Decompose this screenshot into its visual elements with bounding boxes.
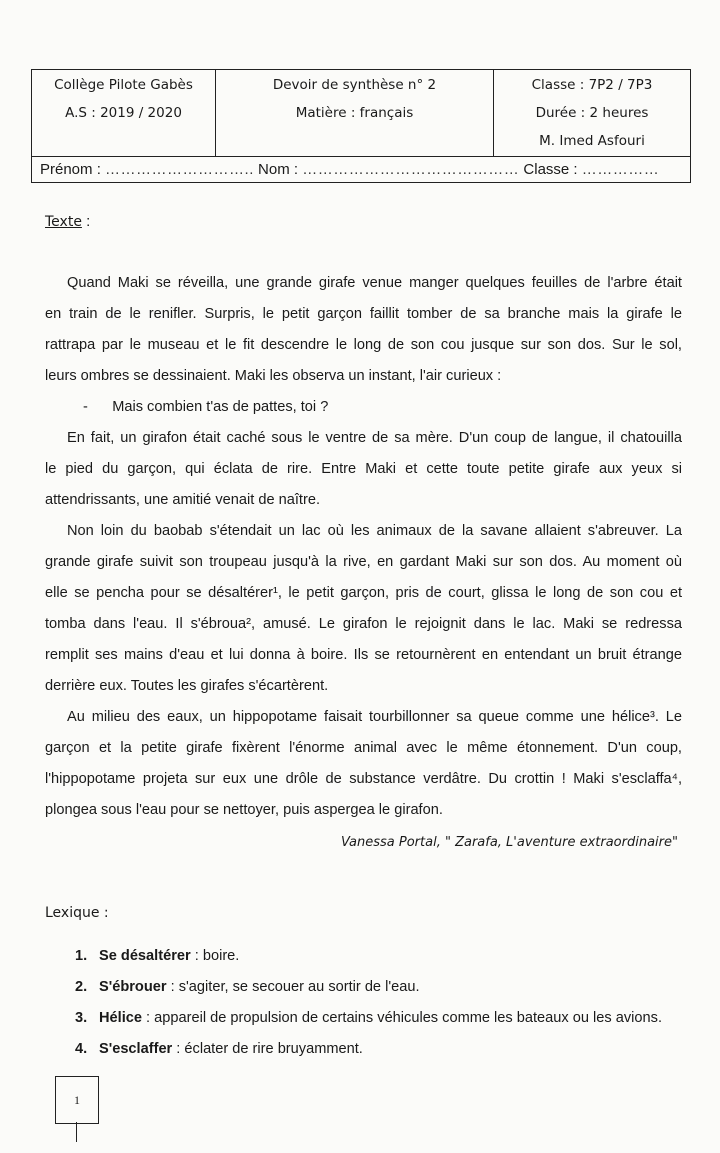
text-line: elle se pencha pour se désaltérer¹, le petit garçon, pris de court, glissa le long de son cou et xyxy=(45,585,682,601)
text-line: l'hippopotame projeta sur eux une drôle de substance verdâtre. Du crottin ! Maki s'esclaffa⁴, xyxy=(45,771,682,787)
lexique-definition: : éclater de rire bruyamment. xyxy=(172,1041,363,1057)
text-line: - Mais combien t'as de pattes, toi ? xyxy=(83,399,329,415)
header-table xyxy=(31,69,691,183)
subject: Matière : français xyxy=(295,105,414,121)
text-line: tomba dans l'eau. Il s'ébroua², amusé. Le girafon le rejoignit dans le lac. Maki se redressa xyxy=(45,616,682,632)
source-citation: Vanessa Portal, " Zarafa, L'aventure extraordinaire" xyxy=(340,835,678,850)
text-line: plongea sous l'eau pour se nettoyer, puis aspergea le girafon. xyxy=(45,802,443,818)
texte-colon: : xyxy=(81,213,91,230)
texte-heading xyxy=(45,213,90,230)
lexique-definition: : s'agiter, se secouer au sortir de l'eau. xyxy=(166,979,420,995)
text-line: le pied du garçon, qui éclata de rire. Entre Maki et cette toute petite girafe aux yeux si xyxy=(45,461,682,477)
lexique-number: 4. xyxy=(75,1041,88,1057)
lexique-definition: : boire. xyxy=(190,948,240,964)
nom-label: Nom : xyxy=(258,161,299,178)
page-number: 1 xyxy=(55,1076,99,1124)
texte-title: Texte xyxy=(45,214,82,230)
lexique-list xyxy=(75,948,662,1072)
text-line: leurs ombres se dessinaient. Maki les observa un instant, l'air curieux : xyxy=(45,368,502,384)
text-line: rattrapa par le museau et le fit descendre le long de son cou jusque sur son dos. Sur le sol, xyxy=(45,337,682,353)
exam-cell xyxy=(216,70,494,156)
text-line: derrière eux. Toutes les girafes s'écartèrent. xyxy=(45,678,329,694)
teacher: M. Imed Asfouri xyxy=(539,133,645,149)
lexique-number: 1. xyxy=(75,948,88,964)
lexique-number: 2. xyxy=(75,979,88,995)
lexique-term: S'ébrouer xyxy=(99,979,167,995)
text-line: Au milieu des eaux, un hippopotame faisait tourbillonner sa queue comme une hélice³. Le xyxy=(67,709,682,725)
lexique-term: Se désaltérer xyxy=(99,948,191,964)
lexique-term: S'esclaffer xyxy=(99,1041,173,1057)
text-line: garçon et la petite girafe fixèrent l'énorme animal avec le même étonnement. D'un coup, xyxy=(45,740,682,756)
page-number-stem xyxy=(76,1122,77,1142)
prenom-field[interactable]: ……………………….. xyxy=(105,161,254,178)
lexique-heading: Lexique : xyxy=(45,905,109,921)
text-line: attendrissants, une amitié venait de naître. xyxy=(45,492,321,508)
text-line: Non loin du baobab s'étendait un lac où les animaux de la savane allaient s'abreuver. La xyxy=(67,523,682,539)
text-line: grande girafe suivit son troupeau jusqu'à la rive, en gardant Maki sur son dos. Au moment où xyxy=(45,554,682,570)
lexique-item xyxy=(75,1010,662,1041)
lexique-term: Hélice xyxy=(99,1010,142,1026)
classe-label: Classe : xyxy=(523,161,578,178)
lexique-item xyxy=(75,979,662,1010)
class-cell xyxy=(494,70,690,156)
nom-field[interactable]: …………………………………… xyxy=(302,161,520,178)
duration: Durée : 2 heures xyxy=(535,105,649,121)
classe-field[interactable]: …………… xyxy=(581,161,660,178)
lexique-item xyxy=(75,1041,662,1072)
prenom-label: Prénom : xyxy=(40,161,101,178)
school-cell xyxy=(32,70,216,156)
school-name: Collège Pilote Gabès xyxy=(54,77,193,93)
text-line: Quand Maki se réveilla, une grande girafe venue manger quelques feuilles de l'arbre était xyxy=(67,275,682,291)
text-line: remplit ses mains d'eau et lui donna à boire. Ils se retournèrent en entendant un bruit étrange xyxy=(45,647,682,663)
text-line: En fait, un girafon était caché sous le ventre de sa mère. D'un coup de langue, il chatouilla xyxy=(67,430,682,446)
text-line: en train de le renifler. Surpris, le petit garçon faillit tomber de sa branche mais la girafe le xyxy=(45,306,682,322)
lexique-number: 3. xyxy=(75,1010,88,1026)
lexique-item xyxy=(75,948,662,979)
lexique-definition: : appareil de propulsion de certains véhicules comme les bateaux ou les avions. xyxy=(142,1010,662,1026)
text-body xyxy=(45,268,682,826)
exam-title: Devoir de synthèse n° 2 xyxy=(272,77,437,93)
class: Classe : 7P2 / 7P3 xyxy=(531,77,653,93)
student-info-row xyxy=(32,156,690,183)
school-year: A.S : 2019 / 2020 xyxy=(65,105,182,121)
